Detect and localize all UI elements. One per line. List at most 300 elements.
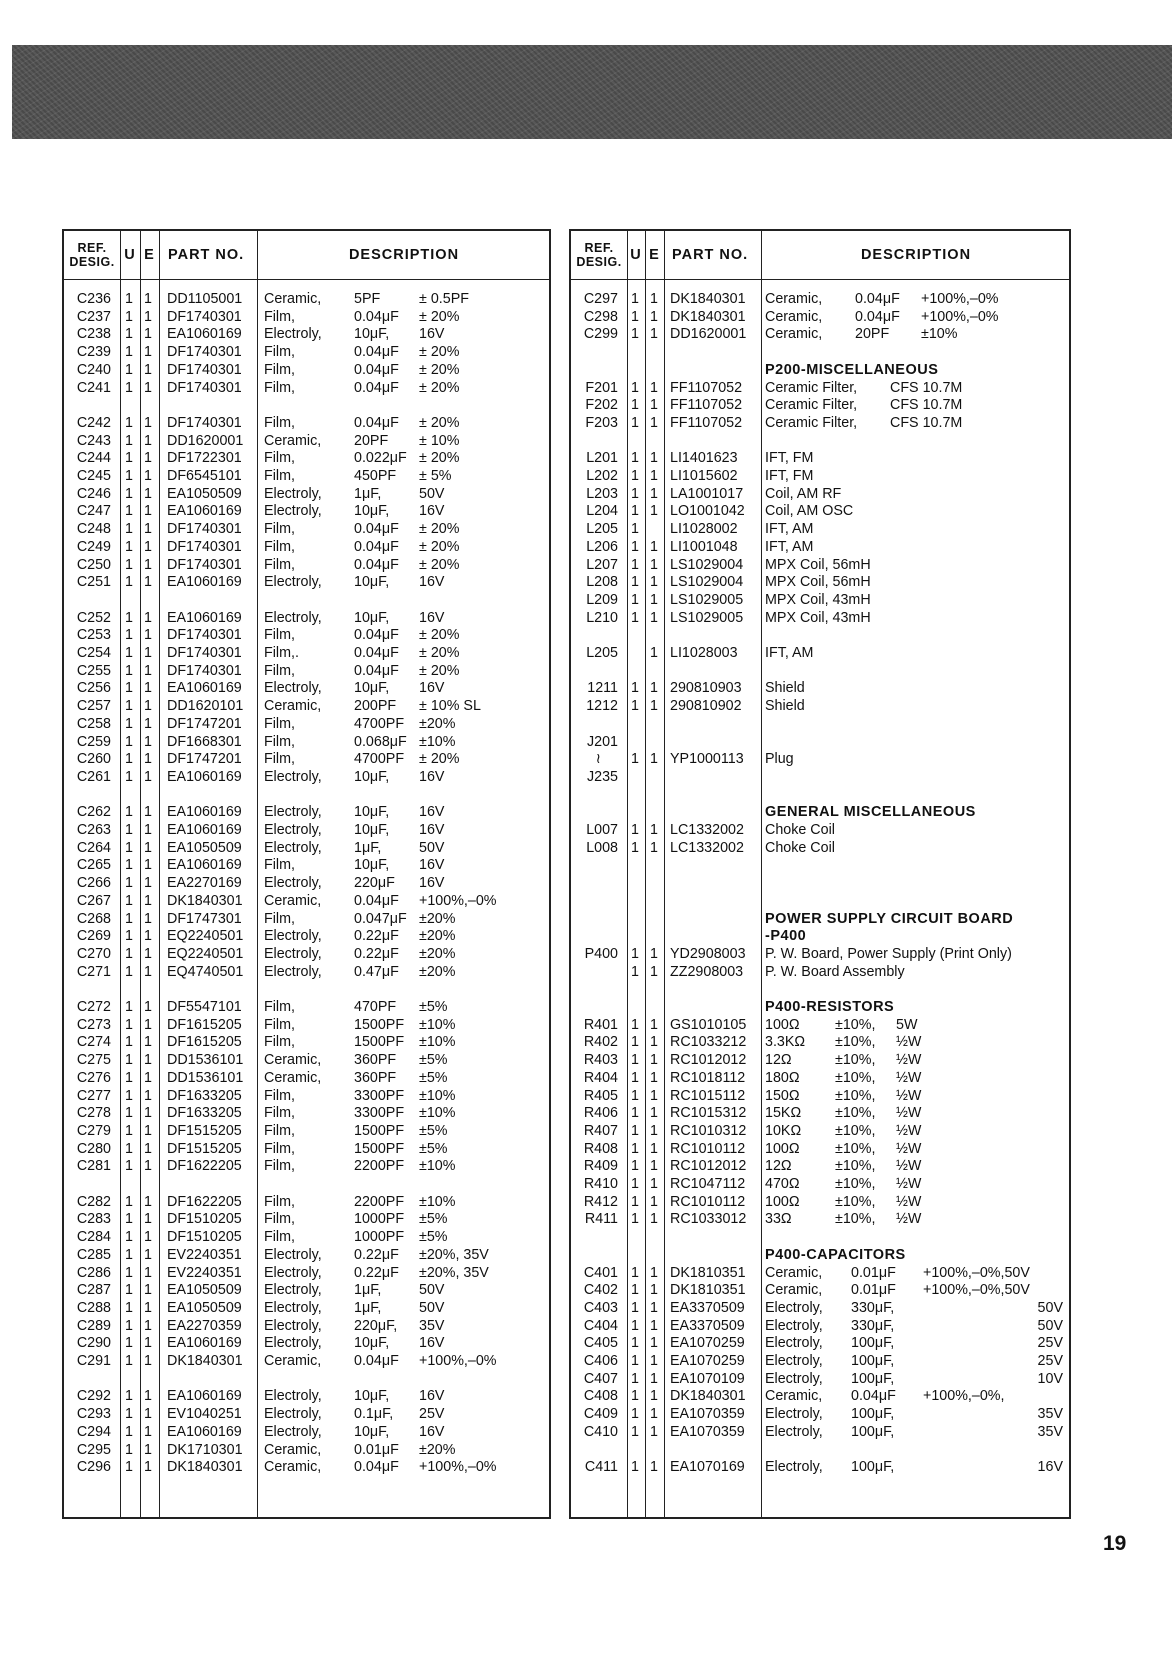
table-row	[571, 1370, 1069, 1388]
table-row	[64, 609, 549, 627]
description-type: Film,	[264, 379, 295, 396]
part-number: DF1615205	[167, 1016, 242, 1033]
description-value: 200PF	[354, 698, 397, 715]
description-value: 100μF,	[851, 1459, 895, 1476]
part-number: LS1029004	[670, 556, 744, 573]
part-number: RC1015312	[670, 1105, 747, 1122]
description-value: 0.22μF	[354, 1246, 399, 1263]
section-heading: P400-CAPACITORS	[765, 1246, 906, 1263]
part-number: LC1332002	[670, 822, 744, 838]
u-qty: 1	[125, 945, 133, 962]
u-qty: 1	[631, 1122, 639, 1139]
e-qty: 1	[650, 291, 658, 307]
description-value: 0.04μF	[354, 521, 399, 538]
ref-desig: 1212	[586, 698, 618, 715]
u-qty: 1	[631, 538, 639, 555]
ref-desig: C402	[583, 1282, 618, 1299]
u-qty: 1	[125, 1299, 133, 1316]
part-number: EA3370509	[670, 1317, 745, 1334]
table-row	[571, 467, 1069, 485]
table-row	[571, 1405, 1069, 1423]
e-qty: 1	[144, 414, 152, 431]
table-row	[64, 485, 549, 503]
e-qty: 1	[144, 1406, 152, 1423]
description-value: 0.47μF	[354, 963, 399, 980]
description-type: Ceramic,	[765, 1282, 823, 1299]
e-qty: 1	[650, 1069, 658, 1086]
description-tolerance: ± 20%	[419, 450, 460, 467]
description-value: 0.04μF	[354, 1459, 399, 1476]
ref-desig: C253	[76, 627, 111, 644]
u-qty: 1	[631, 1370, 639, 1387]
description-tolerance: ±20%	[419, 715, 456, 732]
ref-desig: C257	[76, 698, 111, 715]
e-qty: 1	[144, 768, 152, 785]
ref-desig: C280	[76, 1140, 111, 1157]
header-ref-line2: DESIG.	[69, 255, 115, 269]
part-number: ZZ2908003	[670, 963, 744, 980]
table-row	[64, 1016, 549, 1034]
description-type: Ceramic,	[765, 1264, 823, 1281]
table-row	[64, 1210, 549, 1228]
description-tolerance: ±10%	[419, 1087, 456, 1104]
e-qty: 1	[144, 1069, 152, 1086]
u-qty: 1	[125, 450, 133, 467]
table-row	[571, 379, 1069, 397]
u-qty: 1	[125, 822, 133, 838]
e-qty: 1	[650, 538, 658, 555]
e-qty: 1	[144, 928, 152, 945]
ref-desig: C299	[583, 326, 618, 343]
table-row	[571, 644, 1069, 662]
table-row	[571, 821, 1069, 839]
description-value: 330μF,	[851, 1299, 895, 1316]
table-row	[571, 1423, 1069, 1441]
ref-desig: C245	[76, 468, 111, 484]
e-qty: 1	[650, 1264, 658, 1281]
part-number: DF1740301	[167, 414, 242, 431]
description-value: ±10%,	[835, 1052, 876, 1069]
description-tolerance: ±5%	[419, 1052, 448, 1069]
table-row	[64, 892, 549, 910]
u-qty: 1	[125, 1034, 133, 1051]
description-value: 10μF,	[354, 574, 390, 591]
description-value: 1500PF	[354, 1140, 405, 1157]
e-qty: 1	[144, 432, 152, 449]
ref-desig: C294	[76, 1423, 111, 1440]
ref-desig: C236	[76, 291, 111, 307]
description-type: Film,	[264, 910, 295, 927]
description-tolerance: ± 0.5PF	[419, 291, 469, 307]
description-type: Electroly,	[765, 1299, 823, 1316]
table-row	[571, 963, 1069, 981]
description-tolerance: ± 20%	[419, 344, 460, 361]
description-type: Film,	[264, 999, 295, 1015]
ref-desig: C401	[583, 1264, 618, 1281]
description-type: Electroly,	[264, 1388, 322, 1405]
u-qty: 1	[125, 1211, 133, 1228]
e-qty: 1	[650, 1034, 658, 1051]
ref-desig: R411	[584, 1211, 618, 1228]
e-qty: 1	[144, 1388, 152, 1405]
description-type: Electroly,	[264, 875, 322, 892]
description-value: 0.04μF	[354, 627, 399, 644]
u-qty: 1	[125, 1158, 133, 1175]
u-qty: 1	[125, 1052, 133, 1069]
description-tolerance: 16V	[419, 822, 445, 838]
part-number: EV1040251	[167, 1406, 242, 1423]
part-number: RC1047112	[670, 1176, 746, 1192]
table-row	[571, 1157, 1069, 1175]
table-row	[64, 1033, 549, 1051]
description-type: Electroly,	[264, 1335, 322, 1352]
description-value: 0.04μF	[354, 556, 399, 573]
u-qty: 1	[125, 928, 133, 945]
u-qty: 1	[125, 361, 133, 378]
description-tolerance: ±10%	[419, 1158, 456, 1175]
description-tolerance: 16V	[419, 857, 445, 874]
table-row	[571, 520, 1069, 538]
table-row	[571, 1458, 1069, 1476]
part-number: EA1050509	[167, 1282, 242, 1299]
part-number: DF1510205	[167, 1229, 242, 1246]
part-number: EA1070109	[670, 1370, 745, 1387]
description-tolerance: ± 20%	[419, 645, 460, 661]
u-qty: 1	[125, 1317, 133, 1334]
e-qty: 1	[650, 1353, 658, 1369]
part-number: RC1018112	[670, 1069, 746, 1086]
ref-desig: L208	[586, 574, 618, 591]
ref-desig: C268	[76, 910, 111, 927]
ref-desig: C254	[76, 645, 111, 661]
u-qty: 1	[631, 1282, 639, 1299]
part-number: DK1840301	[670, 1388, 746, 1405]
table-row	[64, 308, 549, 326]
description-type: Electroly,	[264, 485, 322, 502]
table-row	[64, 626, 549, 644]
e-qty: 1	[144, 574, 152, 591]
description-type: Film,	[264, 857, 295, 874]
description-type: Ceramic Filter,	[765, 397, 858, 414]
ref-desig: L201	[586, 450, 618, 467]
header-part-no: PART NO.	[672, 247, 749, 263]
part-number: DD1536101	[167, 1052, 244, 1069]
e-qty: 1	[650, 1282, 658, 1299]
u-qty: 1	[631, 945, 639, 962]
part-number: DD1536101	[167, 1069, 244, 1086]
description-type: Electroly,	[264, 1406, 322, 1423]
u-qty: 1	[125, 892, 133, 909]
e-qty: 1	[650, 379, 658, 396]
ref-desig: C287	[76, 1282, 111, 1299]
ref-desig: C262	[76, 804, 111, 821]
description-value: 0.04μF	[354, 662, 399, 679]
e-qty: 1	[650, 839, 658, 856]
description-type: Ceramic,	[765, 326, 823, 343]
description-type: Ceramic,	[765, 308, 823, 325]
u-qty: 1	[631, 1299, 639, 1316]
description-value: 10μF,	[354, 503, 390, 520]
description-value: 0.04μF	[354, 344, 399, 361]
table-row	[571, 768, 1069, 786]
ref-desig: L210	[586, 609, 618, 626]
ref-desig: C278	[76, 1105, 111, 1122]
part-number: RC1033212	[670, 1034, 747, 1051]
description-value: 1000PF	[354, 1229, 405, 1246]
u-qty: 1	[631, 963, 639, 980]
e-qty: 1	[144, 627, 152, 644]
description-type: Electroly,	[765, 1335, 823, 1352]
description-value: 0.04μF	[354, 538, 399, 555]
table-row	[571, 1281, 1069, 1299]
e-qty: 1	[144, 291, 152, 307]
part-number: YP1000113	[670, 751, 744, 768]
ref-desig: F201	[585, 379, 618, 396]
description-type: Ceramic Filter,	[765, 379, 858, 396]
e-qty: 1	[144, 1423, 152, 1440]
ref-desig: L007	[586, 822, 618, 838]
u-qty: 1	[125, 715, 133, 732]
description-type: Electroly,	[264, 963, 322, 980]
description-type: Ceramic,	[765, 1388, 823, 1405]
e-qty: 1	[144, 1441, 152, 1458]
description-value: 10μF,	[354, 326, 390, 343]
part-number: DF1747201	[167, 751, 242, 768]
part-number: LI1401623	[670, 450, 738, 467]
e-qty: 1	[144, 733, 152, 750]
part-number: EA1060169	[167, 804, 242, 821]
table-row	[64, 1140, 549, 1158]
header-ref-line1: REF.	[584, 241, 614, 255]
description-type: Electroly,	[264, 1264, 322, 1281]
description-type: Film,	[264, 627, 295, 644]
ref-desig: C259	[76, 733, 111, 750]
u-qty: 1	[631, 1388, 639, 1405]
u-qty: 1	[125, 857, 133, 874]
description-type: Film,	[264, 468, 295, 484]
ref-desig: C239	[76, 344, 111, 361]
ref-desig: R410	[583, 1176, 618, 1192]
e-qty: 1	[650, 680, 658, 697]
table-row	[571, 697, 1069, 715]
description-tolerance: ±5%	[419, 999, 448, 1015]
e-qty: 1	[650, 1423, 658, 1440]
e-qty: 1	[144, 326, 152, 343]
description-type: Film,	[264, 1105, 295, 1122]
e-qty: 1	[650, 698, 658, 715]
ref-desig: C279	[76, 1122, 111, 1139]
ref-desig: C288	[76, 1299, 111, 1316]
table-row	[64, 1352, 549, 1370]
part-number: FF1107052	[670, 414, 743, 431]
description-type: Film,	[264, 1122, 295, 1139]
u-qty: 1	[631, 1459, 639, 1476]
table-row	[64, 467, 549, 485]
description-value: 1500PF	[354, 1016, 405, 1033]
description-value: CFS 10.7M	[890, 397, 963, 414]
e-qty: 1	[650, 1388, 658, 1405]
description-value: 220μF	[354, 875, 395, 892]
part-number: RC1010112	[670, 1193, 746, 1210]
description-value: 10μF,	[354, 609, 390, 626]
table-row	[64, 697, 549, 715]
table-row	[571, 1016, 1069, 1034]
description-tolerance: ±5%	[419, 1069, 448, 1086]
u-qty: 1	[125, 1122, 133, 1139]
u-qty: 1	[125, 1105, 133, 1122]
table-row	[64, 325, 549, 343]
u-qty: 1	[125, 733, 133, 750]
part-number: EA1060169	[167, 503, 242, 520]
part-number: DD1620101	[167, 698, 244, 715]
description-value: 0.022μF	[354, 450, 407, 467]
u-qty: 1	[631, 1193, 639, 1210]
part-number: DF1633205	[167, 1105, 242, 1122]
ref-desig: C260	[76, 751, 111, 768]
u-qty: 1	[631, 1423, 639, 1440]
description-tolerance: ± 20%	[419, 556, 460, 573]
description-type: Film,	[264, 538, 295, 555]
header-part-no: PART NO.	[168, 247, 245, 263]
e-qty: 1	[650, 609, 658, 626]
description-type: Coil, AM OSC	[765, 503, 854, 520]
ref-desig: C271	[76, 963, 111, 980]
description-type: Electroly,	[264, 326, 322, 343]
ref-desig: R401	[583, 1016, 618, 1033]
table-row	[64, 733, 549, 751]
e-qty: 1	[144, 680, 152, 697]
part-number: EQ2240501	[167, 945, 244, 962]
description-tolerance: 50V	[419, 1299, 445, 1316]
table-row	[64, 679, 549, 697]
description-value: 10μF,	[354, 768, 390, 785]
description-tolerance: ±10%	[419, 1105, 456, 1122]
table-row	[64, 1051, 549, 1069]
table-row	[64, 343, 549, 361]
description-tolerance: ± 5%	[419, 468, 452, 484]
part-number: LS1029004	[670, 574, 744, 591]
u-qty: 1	[125, 645, 133, 661]
table-row	[571, 1087, 1069, 1105]
description-value: 0.047μF	[354, 910, 407, 927]
description-type: MPX Coil, 43mH	[765, 591, 871, 608]
description-type: Ceramic Filter,	[765, 414, 858, 431]
description-type: Film,	[264, 414, 295, 431]
u-qty: 1	[631, 1052, 639, 1069]
u-qty: 1	[125, 875, 133, 892]
part-number: RC1015112	[670, 1087, 746, 1104]
description-tolerance: ±10%	[419, 1016, 456, 1033]
e-qty: 1	[144, 804, 152, 821]
ref-desig: C298	[583, 308, 618, 325]
description-value: ±10%,	[835, 1016, 876, 1033]
part-number: DF1740301	[167, 627, 242, 644]
table-row	[64, 1087, 549, 1105]
description-value: 220μF,	[354, 1317, 398, 1334]
ref-desig: C408	[583, 1388, 618, 1405]
description-type: 100Ω	[765, 1016, 800, 1033]
ref-desig: C277	[76, 1087, 111, 1104]
u-qty: 1	[631, 1140, 639, 1157]
ref-desig: L202	[586, 468, 618, 484]
part-number: LI1015602	[670, 468, 738, 484]
table-row	[64, 361, 549, 379]
u-qty: 1	[125, 609, 133, 626]
description-value: 2200PF	[354, 1158, 405, 1175]
table-row	[64, 750, 549, 768]
description-tolerance: 16V	[1037, 1459, 1063, 1476]
description-tolerance: +100%,–0%	[419, 1353, 497, 1369]
description-type: Electroly,	[264, 822, 322, 838]
table-row	[571, 414, 1069, 432]
e-qty: 1	[650, 1105, 658, 1122]
e-qty: 1	[650, 574, 658, 591]
table-row	[64, 1441, 549, 1459]
description-type: Ceramic,	[264, 892, 322, 909]
part-number: EA1050509	[167, 485, 242, 502]
description-type: Ceramic,	[264, 1459, 322, 1476]
description-type: Film,	[264, 1229, 295, 1246]
table-row	[64, 1387, 549, 1405]
description-tolerance: 35V	[1037, 1406, 1063, 1423]
description-type: Electroly,	[765, 1423, 823, 1440]
description-value: 0.22μF	[354, 945, 399, 962]
description-tolerance: ½W	[896, 1087, 922, 1104]
u-qty: 1	[631, 521, 639, 538]
table-row	[64, 1104, 549, 1122]
description-type: Film,	[264, 1034, 295, 1051]
e-qty: 1	[144, 609, 152, 626]
e-qty: 1	[650, 1052, 658, 1069]
u-qty: 1	[631, 556, 639, 573]
ref-desig: C258	[76, 715, 111, 732]
description-type: Electroly,	[765, 1353, 823, 1369]
u-qty: 1	[125, 485, 133, 502]
e-qty: 1	[144, 839, 152, 856]
part-number: EQ2240501	[167, 928, 244, 945]
description-value: 0.04μF	[354, 379, 399, 396]
table-row	[571, 1122, 1069, 1140]
description-tolerance: 16V	[419, 326, 445, 343]
description-tolerance: ±5%	[419, 1229, 448, 1246]
description-value: 10μF,	[354, 680, 390, 697]
u-qty: 1	[125, 344, 133, 361]
ref-desig: L203	[586, 485, 618, 502]
table-row	[571, 945, 1069, 963]
description-type: Electroly,	[264, 1317, 322, 1334]
description-type: IFT, AM	[765, 521, 814, 538]
table-row	[64, 1281, 549, 1299]
table-row	[64, 379, 549, 397]
description-tolerance: +100%,–0%	[921, 291, 999, 307]
e-qty: 1	[650, 645, 658, 661]
u-qty: 1	[125, 1353, 133, 1369]
part-number: EA2270169	[167, 875, 242, 892]
table-row	[64, 1264, 549, 1282]
table-row	[571, 308, 1069, 326]
description-type: Electroly,	[765, 1370, 823, 1387]
ref-desig: C270	[76, 945, 111, 962]
description-type: Film,	[264, 1211, 295, 1228]
description-type: 15KΩ	[765, 1105, 802, 1122]
part-number: EA1050509	[167, 839, 242, 856]
ref-desig: C293	[76, 1406, 111, 1423]
u-qty: 1	[125, 538, 133, 555]
u-qty: 1	[125, 999, 133, 1015]
e-qty: 1	[650, 450, 658, 467]
header-description: DESCRIPTION	[860, 247, 972, 263]
description-value: ±10%,	[835, 1158, 876, 1175]
